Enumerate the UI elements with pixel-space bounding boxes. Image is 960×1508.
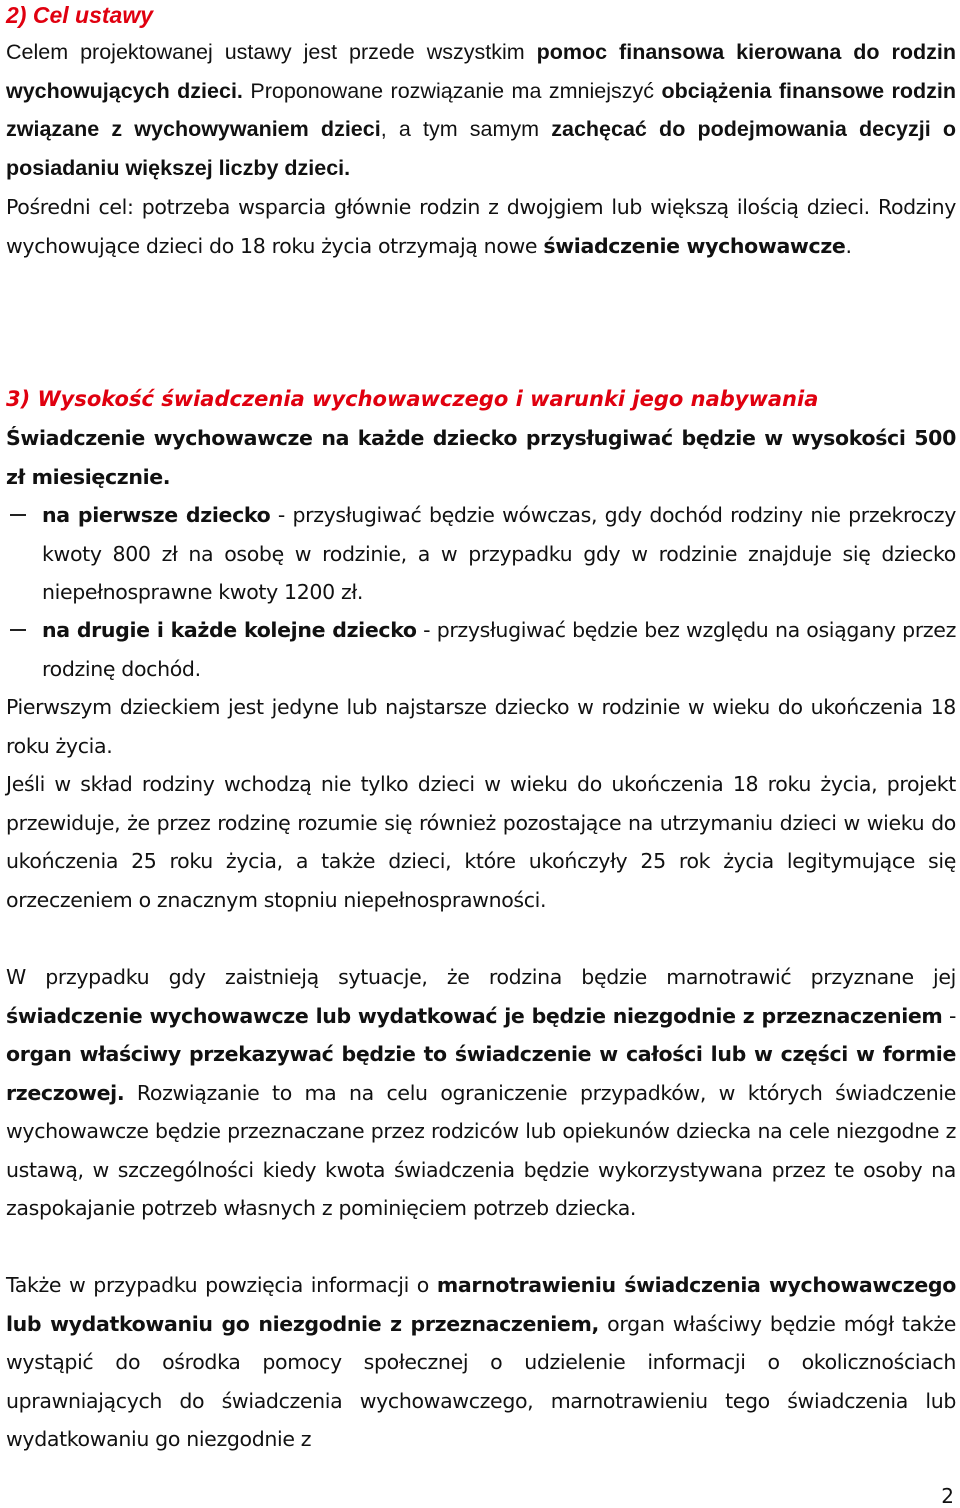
text-run: Jeśli w skład rodziny wchodzą nie tylko dzieci w wieku do ukończenia 18 roku życia, projekt przewiduje, że przez rodzinę rozumie się również pozostające na utrzymaniu dzieci w wieku do ukończenia 25 roku życia, a także dzieci, które ukończyły 25 rok życia legitymujące się orzeczeniem o znacznym stopniu niepełnosprawności. — [6, 772, 956, 912]
bold-text-run: zachęcać do podejmowania decyzji o posiadaniu większej liczby dzieci. — [6, 117, 957, 180]
bold-text-run: obciążenia finansowe rodzin związane z wychowywaniem dzieci — [6, 78, 956, 141]
paragraph-information-request — [6, 1266, 956, 1459]
text-run: Także w przypadku powzięcia informacji o — [6, 1273, 437, 1297]
bold-text-run: Świadczenie wychowawcze na każde dziecko przysługiwać będzie w wysokości 500 zł miesięcznie. — [6, 426, 956, 489]
bold-text-run: marnotrawieniu świadczenia wychowawczego lub wydatkowaniu go niezgodnie z przeznaczeniem, — [6, 1273, 956, 1336]
text-run: - — [942, 1003, 957, 1028]
bullet-first-child — [6, 496, 956, 612]
bold-text-run: na drugie i każde kolejne dziecko — [42, 618, 417, 642]
text-run: organ właściwy będzie mógł także wystąpić do ośrodka pomocy społecznej o udzielenie informacji o okolicznościach uprawniających do świadczenia wychowawczego, marnotrawieniu tego świadczenia lub wydatkowaniu go niezgodnie z — [6, 1311, 956, 1451]
bold-text-run: świadczenie wychowawcze lub wydatkować je będzie niezgodnie z przeznaczeniem — [6, 1003, 943, 1028]
bullet-first-child-text — [42, 496, 956, 612]
text-run: Pierwszym dzieckiem jest jedyne lub najstarsze dziecko w rodzinie w wieku do ukończenia 18 roku życia. — [6, 695, 956, 758]
text-run: , a tym samym — [380, 117, 552, 141]
bold-text-run: świadczenie wychowawcze — [543, 233, 846, 258]
bold-text-run: pomoc finansowa kierowana do rodzin wychowujących dzieci. — [6, 40, 956, 103]
paragraph-first-child-definition — [6, 688, 956, 765]
paragraph-wasteful-spending — [6, 958, 956, 1228]
text-run: W przypadku gdy zaistnieją sytuacje, że rodzina będzie marnotrawić przyznane jej — [6, 965, 956, 989]
bullet-second-child — [6, 611, 956, 688]
text-run: - przysługiwać będzie bez względu na osiągany przez rodzinę dochód. — [42, 618, 956, 681]
text-run: . — [845, 233, 852, 258]
section-2-paragraph-indirect-goal — [6, 188, 956, 265]
bold-text-run: organ właściwy przekazywać będzie to świadczenie w całości lub w części w formie rzeczowej. — [6, 1042, 956, 1105]
text-run: Pośredni cel: potrzeba wsparcia głównie rodzin z dwojgiem lub większą ilością dzieci. Rodziny wychowujące dzieci do 18 roku życia otrzymają nowe — [6, 195, 956, 258]
dash-bullet-icon — [10, 629, 26, 631]
dash-bullet-icon — [10, 514, 26, 516]
section-2-paragraph-goal — [6, 33, 956, 187]
bold-text-run: na pierwsze dziecko — [42, 503, 271, 527]
text-run: Proponowane rozwiązanie ma zmniejszyć — [242, 78, 662, 103]
text-run: Rozwiązanie to ma na celu ograniczenie przypadków, w których świadczenie wychowawcze będzie przeznaczane przez rodziców lub opiekunów dziecka na cele niezgodne z ustawą, w szczególności kiedy kwota świadczenia będzie wykorzystywana przez te osoby na zaspokajanie potrzeb własnych z pominięciem potrzeb dziecka. — [6, 1080, 956, 1220]
section-3-title: 3) Wysokość świadczenia wychowawczego i warunki jego nabywania — [6, 387, 819, 411]
bullet-second-child-text — [42, 611, 956, 688]
paragraph-family-definition — [6, 765, 956, 919]
section-3-intro — [6, 419, 956, 496]
page-number: 2 — [941, 1484, 954, 1508]
text-run: Celem projektowanej ustawy jest przede wszystkim — [6, 40, 537, 64]
text-run: - przysługiwać będzie wówczas, gdy dochód rodziny nie przekroczy kwoty 800 zł na osobę w rodzinie, a w przypadku gdy w rodzinie znajduje się dziecko niepełnosprawne kwoty 1200 zł. — [42, 503, 956, 604]
section-2-title: 2) Cel ustawy — [6, 2, 153, 28]
